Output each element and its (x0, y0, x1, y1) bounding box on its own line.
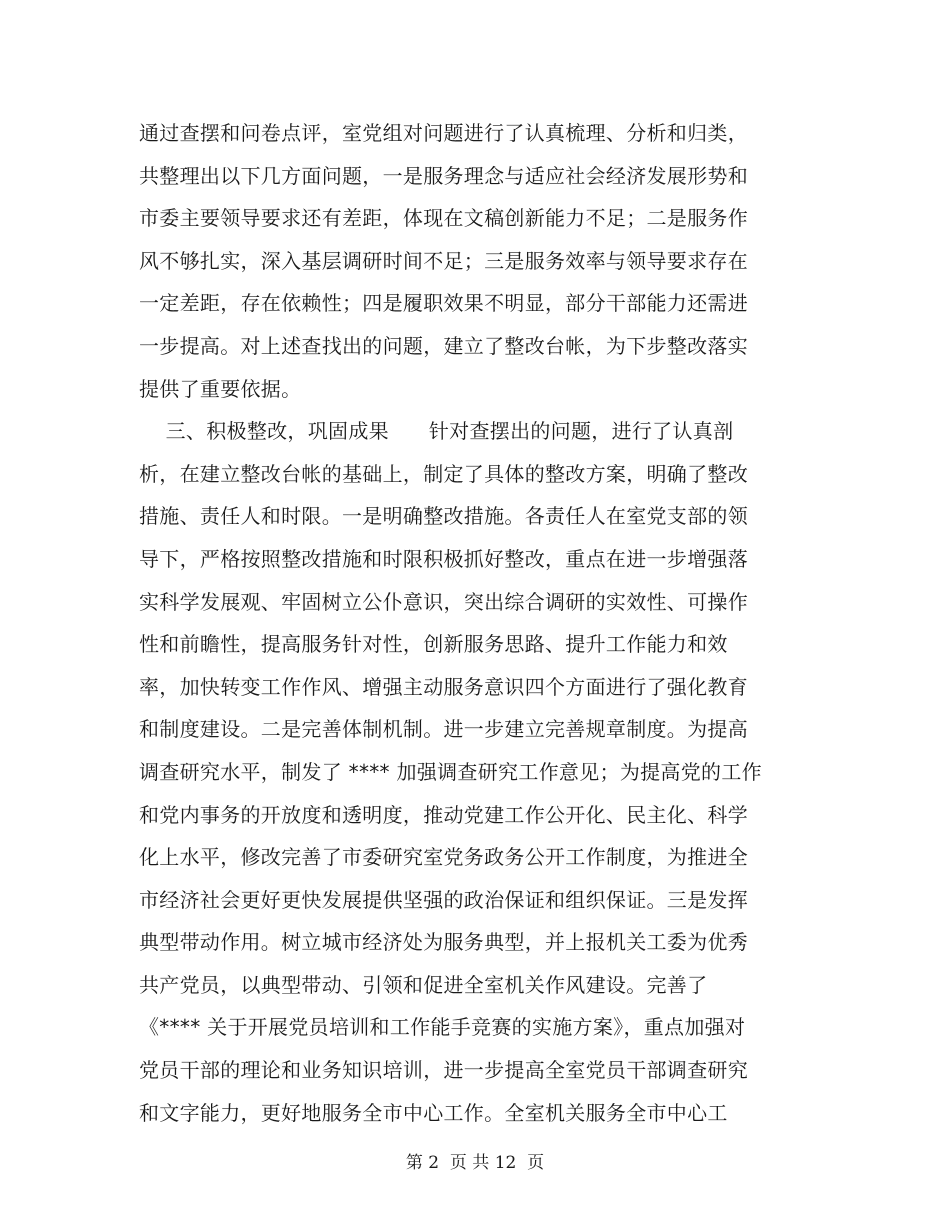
text-line: 析，在建立整改台帐的基础上，制定了具体的整改方案，明确了整改 (139, 461, 748, 486)
text-line: 化上水平，修改完善了市委研究室党务政务公开工作制度，为推进全 (139, 845, 748, 870)
text-line: 和党内事务的开放度和透明度，推动党建工作公开化、民主化、科学 (139, 802, 748, 827)
text-line: 一步提高。对上述查找出的问题，建立了整改台帐，为下步整改落实 (139, 333, 748, 358)
text-line: 共整理出以下几方面问题，一是服务理念与适应社会经济发展形势和 (139, 163, 748, 188)
page-number-footer: 第 2 页 共 12 页 (405, 1153, 545, 1173)
text-line: 提供了重要依据。 (139, 376, 302, 401)
text-line: 市经济社会更好更快发展提供坚强的政治保证和组织保证。三是发挥 (139, 887, 748, 912)
text-line: 通过查摆和问卷点评，室党组对问题进行了认真梳理、分析和归类， (139, 121, 748, 145)
text-line: 措施、责任人和时限。一是明确整改措施。各责任人在室党支部的领 (139, 504, 748, 529)
text-line: 典型带动作用。树立城市经济处为服务典型，并上报机关工委为优秀 (139, 930, 748, 955)
section-heading-line: 三、积极整改，巩固成果 针对查摆出的问题，进行了认真剖 (139, 419, 734, 444)
text-line: 一定差距，存在依赖性；四是履职效果不明显，部分干部能力还需进 (139, 291, 748, 316)
text-line: 共产党员，以典型带动、引领和促进全室机关作风建设。完善了 (139, 972, 708, 997)
body-text (139, 112, 779, 1134)
text-line: 率，加快转变工作作风、增强主动服务意识四个方面进行了强化教育 (139, 674, 748, 699)
text-line: 导下，严格按照整改措施和时限积极抓好整改，重点在进一步增强落 (139, 546, 748, 571)
text-line: 实科学发展观、牢固树立公仆意识，突出综合调研的实效性、可操作 (139, 589, 748, 614)
text-line: 风不够扎实，深入基层调研时间不足；三是服务效率与领导要求存在 (139, 248, 748, 273)
text-line: 党员干部的理论和业务知识培训，进一步提高全室党员干部调查研究 (139, 1058, 748, 1083)
text-line: 性和前瞻性，提高服务针对性，创新服务思路、提升工作能力和效 (139, 632, 728, 657)
text-line: 《**** 关于开展党员培训和工作能手竞赛的实施方案》，重点加强对 (139, 1015, 746, 1040)
text-line: 调查研究水平，制发了 **** 加强调查研究工作意见；为提高党的工作 (139, 759, 762, 784)
text-line: 市委主要领导要求还有差距，体现在文稿创新能力不足；二是服务作 (139, 206, 748, 231)
text-line: 和制度建设。二是完善体制机制。进一步建立完善规章制度。为提高 (139, 717, 748, 742)
text-line: 和文字能力，更好地服务全市中心工作。全室机关服务全市中心工 (139, 1100, 728, 1125)
